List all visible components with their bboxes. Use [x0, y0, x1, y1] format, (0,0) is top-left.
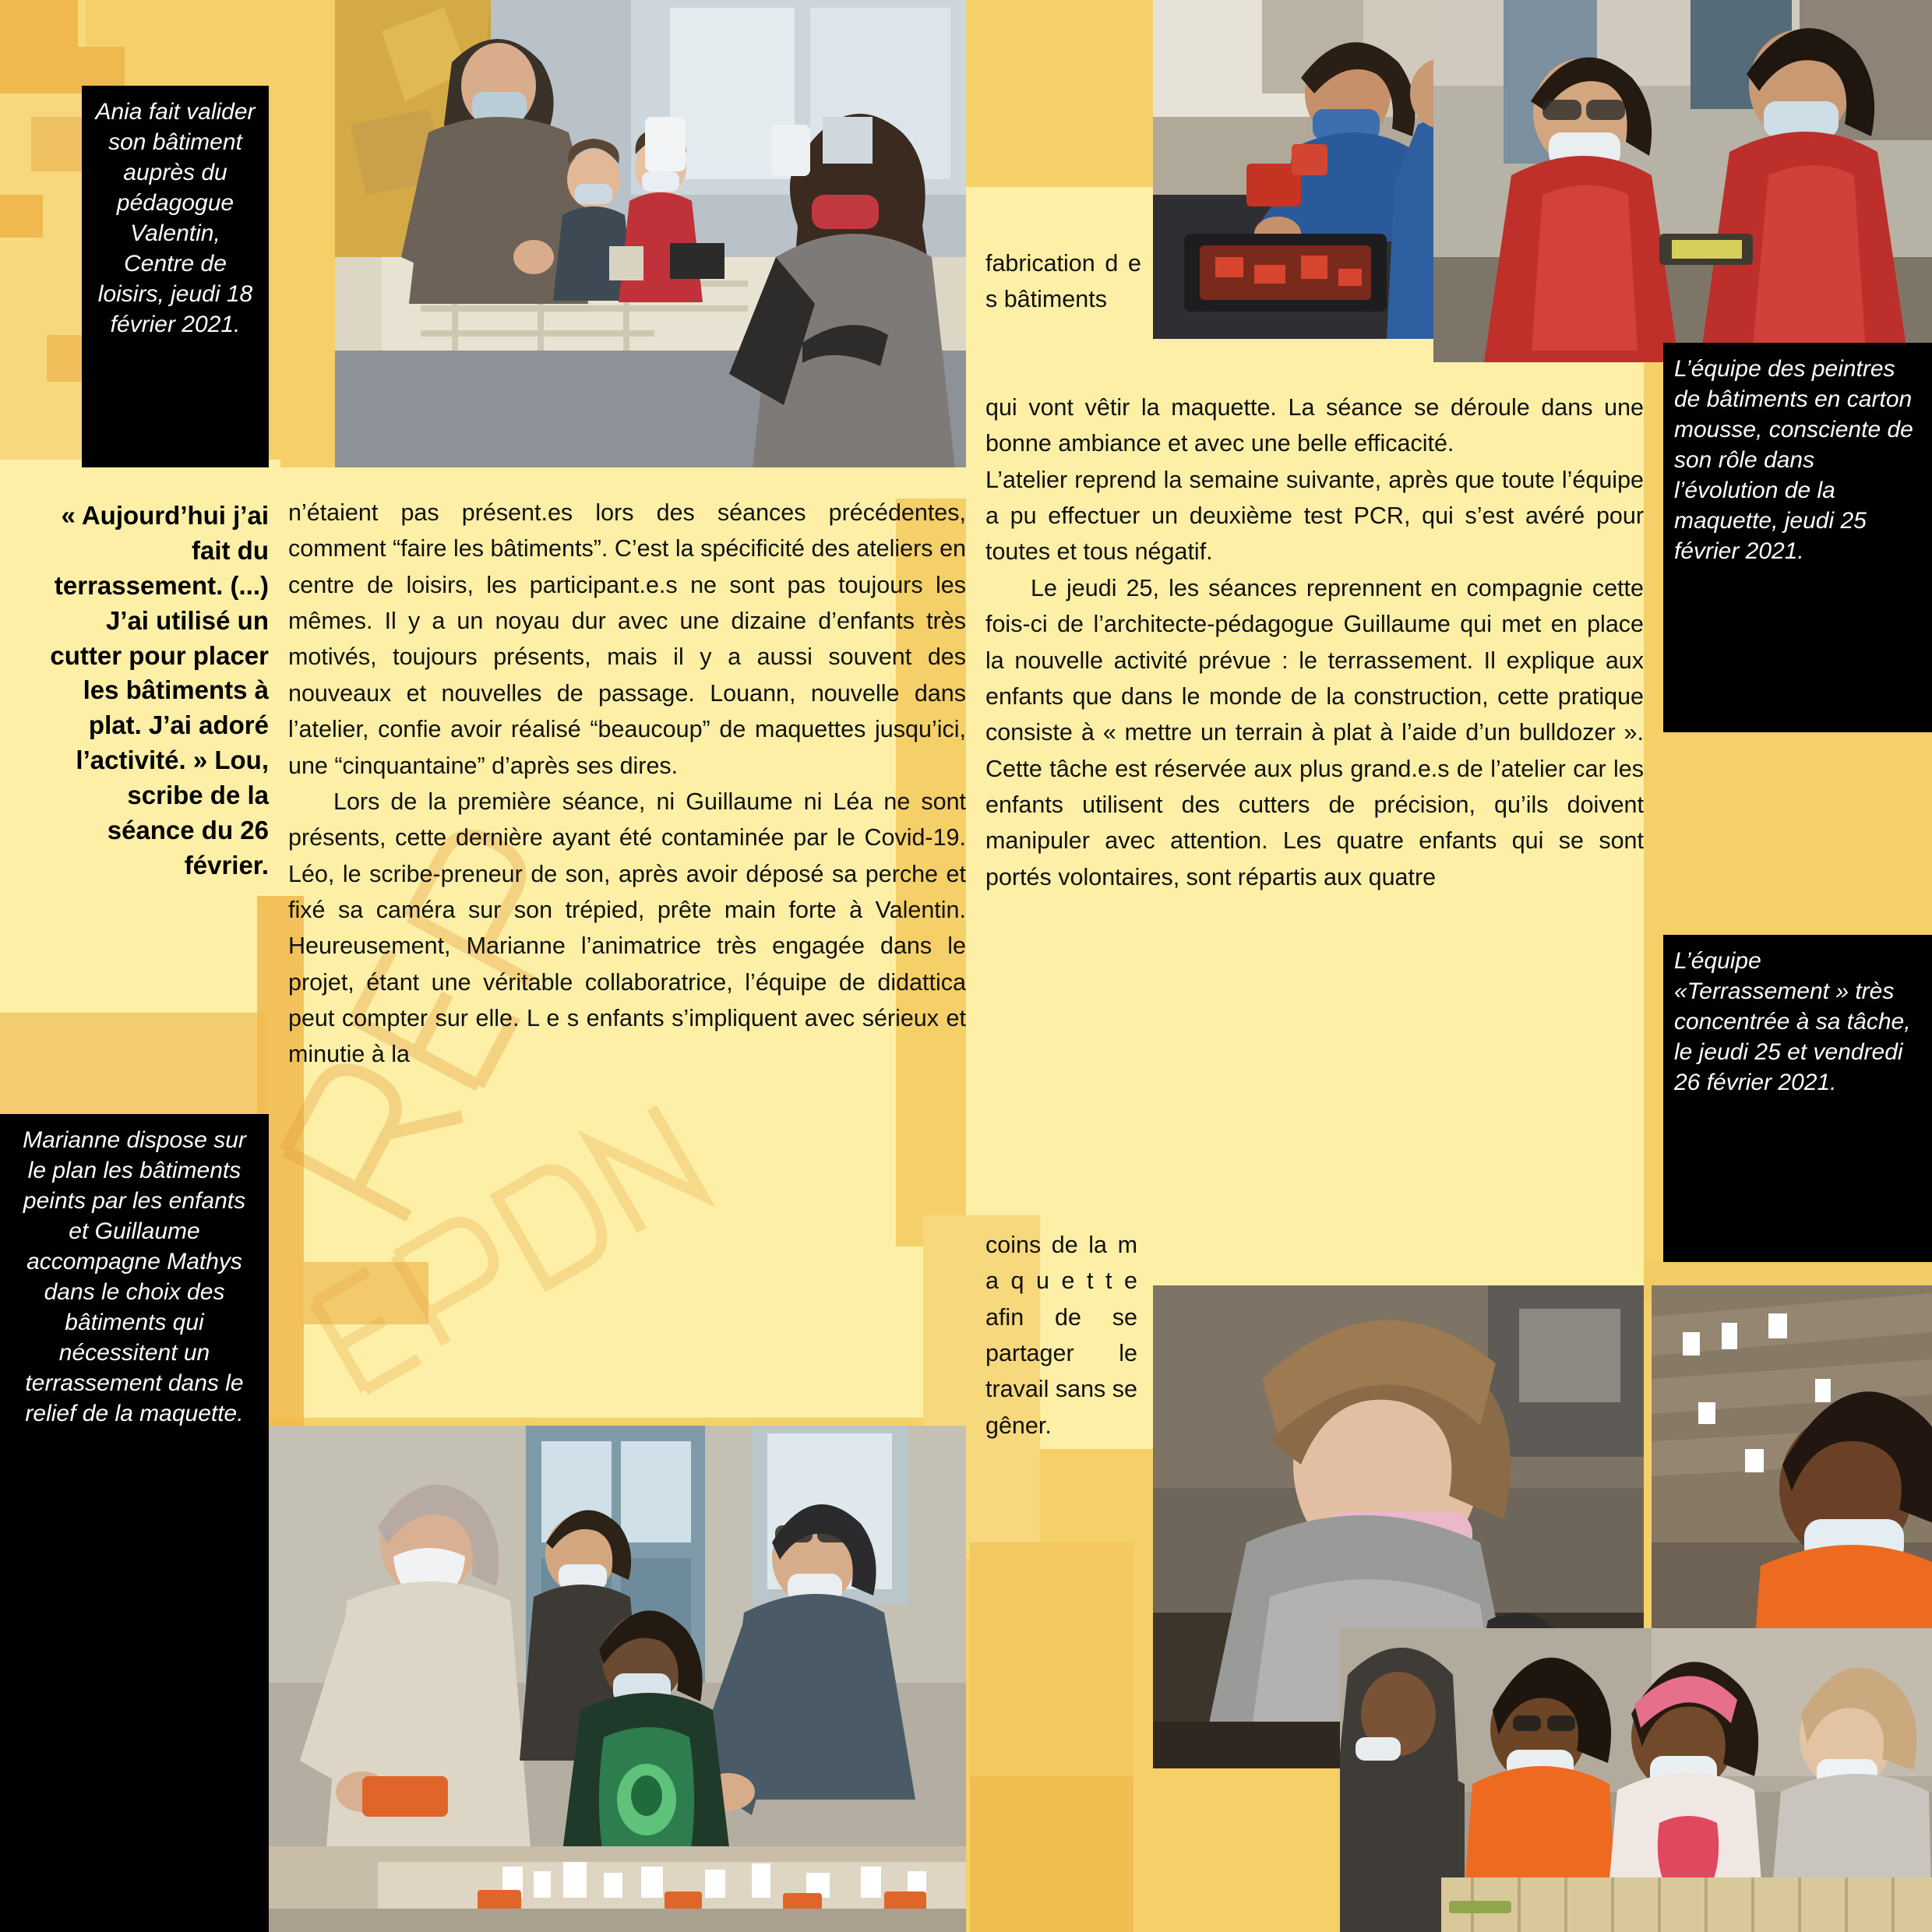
- paragraph-right-1: qui vont vêtir la maquette. La séance se déroule dans une bonne ambiance et avec une belle efficacité.: [985, 394, 1644, 457]
- pullquote: [47, 499, 269, 883]
- caption-right-top-text: L’équipe des peintres de bâtiments en carton mousse, consciente de son rôle dans l’évolution de la maquette, jeudi 25 février 2021.: [1674, 356, 1913, 564]
- paragraph-right-tail: coins de la m a q u e t t e afin de se partager le travail sans se gêner.: [985, 1232, 1137, 1439]
- ghost-word-decoration: [257, 1028, 802, 1418]
- caption-left-lower-text: Marianne dispose sur le plan les bâtiments peints par les enfants et Guillaume accompagne Mathys dans le choix des bâtiments qui nécessitent un terrassement dans le relief de la maquette.: [23, 1127, 246, 1426]
- photo-peintres-tabliers-rouges: [1433, 0, 1932, 362]
- paragraph-right-3: Le jeudi 25, les séances reprennent en compagnie cette fois-ci de l’architecte-pédagogue Guillaume qui met en place la nouvelle activité prévue : le terrassement. Il explique aux enfants que dans le monde de la construction, cette pratique consiste à « mettre un terrain à plat à l’aide d’un bulldozer ». Cette tâche est réservée aux plus grand.e.s de l’atelier car les enfants utilisent des cutters de précision, qu’ils doivent manipuler avec attention. Les quatre enfants qui se sont portés volontaires, sont répartis aux quatre: [985, 574, 1644, 890]
- pullquote-text: « Aujourd’hui j’ai fait du terrassement. (...) J’ai utilisé un cutter pour placer les bâtiments à plat. J’ai adoré l’activité. » Lou, scribe de la séance du 26 février.: [50, 501, 269, 880]
- caption-left-lower: [0, 1114, 269, 1932]
- caption-top-left-text: Ania fait valider son bâtiment auprès du pédagogue Valentin, Centre de loisirs, jeudi 18 février 2021.: [95, 99, 256, 337]
- body-column-right: [985, 390, 1644, 895]
- paragraph-left-2: Lors de la première séance, ni Guillaume ni Léa ne sont présents, cette dernière ayant été contaminée par le Covid-19. Léo, le scribe-preneur de son, après avoir déposé sa perche et fixé sa caméra sur son trépied, prête main forte à Valentin. Heureusement, Marianne l’animatrice très engagée dans le projet, étant une véritable collaboratrice, l’équipe de didattica peut compter sur elle. L e s enfants s’impliquent avec sérieux et minutie à la: [288, 788, 966, 1068]
- photo-marianne-batiments: [269, 1426, 966, 1932]
- body-column-right-lead: [985, 245, 1141, 318]
- paragraph-right-lead: fabrication d e s bâtiments: [985, 250, 1141, 313]
- body-column-left: [288, 495, 966, 1073]
- paragraph-right-2: L’atelier reprend la semaine suivante, après que toute l’équipe a pu effectuer un deuxième test PCR, qui s’est avéré pour toutes et tous négatif.: [985, 466, 1644, 566]
- photo-groupe-table-maquette: [1340, 1628, 1932, 1932]
- photo-peinture-bac-rouge: [1153, 0, 1480, 339]
- body-column-right-tail: [985, 1227, 1137, 1444]
- photo-atelier-maquette-valentin: [335, 0, 966, 467]
- paragraph-left-1: n’étaient pas présent.es lors des séances précédentes, comment “faire les bâtiments”. C’est la spécificité des ateliers en centre de loisirs, les participant.e.s ne sont pas toujours les mêmes. Il y a un noyau dur avec une dizaine d’enfants très motivés, toujours présents, mais il y a aussi souvent des nouveaux et nouvelles de passage. Louann, nouvelle dans l’atelier, confie avoir réalisé “beaucoup” de maquettes jusqu’ici, une “cinquantaine” d’après ses dires.: [288, 499, 966, 779]
- caption-top-left: [82, 86, 269, 467]
- caption-right-mid: [1663, 935, 1932, 1262]
- caption-right-mid-text: L’équipe «Terrassement » très concentrée à sa tâche, le jeudi 25 et vendredi 26 février 2021.: [1674, 948, 1911, 1095]
- caption-right-top: [1663, 343, 1932, 732]
